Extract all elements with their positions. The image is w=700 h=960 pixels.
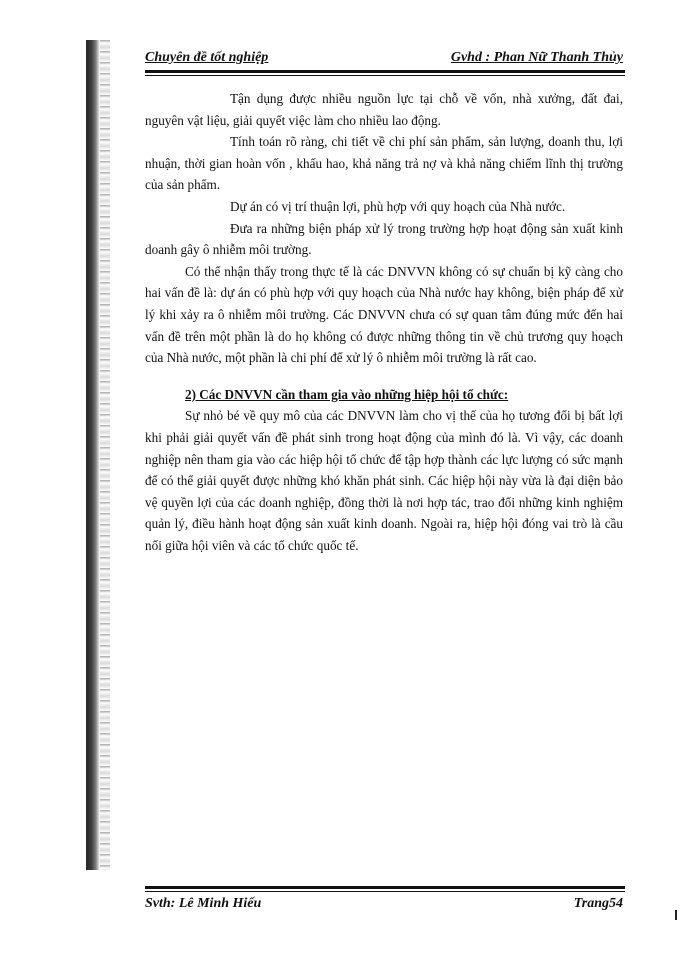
page-body [145,88,623,556]
page-number: Trang54 [573,896,623,911]
paragraph-location: Dự án có vị trí thuận lợi, phù hợp với quy hoạch của Nhà nước. [230,198,566,214]
footer-student: Svth: Lê Minh Hiếu [145,896,262,911]
paragraph-associations: Sự nhỏ bé về quy mô của các DNVVN làm cho vị thế của họ tương đối bị bất lợi khi phải giải quyết vấn đề phát sinh trong hoạt động của mình đó là. Vì vậy, các doanh nghiệp nên tham gia vào các hiệp hội tổ chức để tập hợp thành các lực lượng có sức mạnh để có thể giải quyết được những khó khăn phát sinh. Các hiệp hội này vừa là đại diện bảo vệ quyền lợi của các doanh nghiệp, đồng thời là nơi hợp tác, trao đổi những kinh nghiệm quản lý, điều hành hoạt động sản xuất kinh doanh. Ngoài ra, hiệp hội đóng vai trò là cầu nối giữa hội viên và các tổ chức quốc tế. [145,408,623,553]
paragraph-calculation: Tính toán rõ ràng, chi tiết về chi phí sản phẩm, sản lượng, doanh thu, lợi nhuận, thời gian hoàn vốn , khấu hao, khả năng trả nợ và khả năng chiếm lĩnh thị trường của sản phẩm. [145,134,623,193]
header-title: Chuyên đề tốt nghiệp [145,50,269,65]
paragraph-observation: Có thể nhận thấy trong thực tế là các DNVVN không có sự chuẩn bị kỹ càng cho hai vấn đề là: dự án có phù hợp với quy hoạch của Nhà nước hay không, biện pháp để xử lý khi xảy ra ô nhiễm môi trường. Các DNVVN chưa có sự quan tâm đúng mức đến hai vấn đề trên một phần là do họ không có được những thông tin về chủ trương quy hoạch của Nhà nước, một phần là chi phí để xử lý ô nhiễm môi trường là rất cao. [145,263,623,366]
paragraph-pollution: Đưa ra những biện pháp xử lý trong trường hợp hoạt động sản xuất kinh doanh gây ô nhiễm môi trường. [145,220,623,258]
section-heading: 2) Các DNVVN cần tham gia vào những hiệp hội tổ chức: [185,386,509,402]
footer-rule [145,886,625,892]
header-advisor: Gvhd : Phan Nữ Thanh Thủy [450,50,623,65]
scan-shadow-texture [100,40,110,870]
page-header [145,50,623,70]
paragraph-resources: Tận dụng được nhiều nguồn lực tại chỗ về vốn, nhà xưởng, đất đai, nguyên vật liệu, giải quyết việc làm cho nhiều lao động. [145,91,623,128]
page-footer [145,896,623,916]
header-rule [145,70,625,76]
scan-mark [675,910,677,920]
scan-shadow-edge [86,40,100,870]
